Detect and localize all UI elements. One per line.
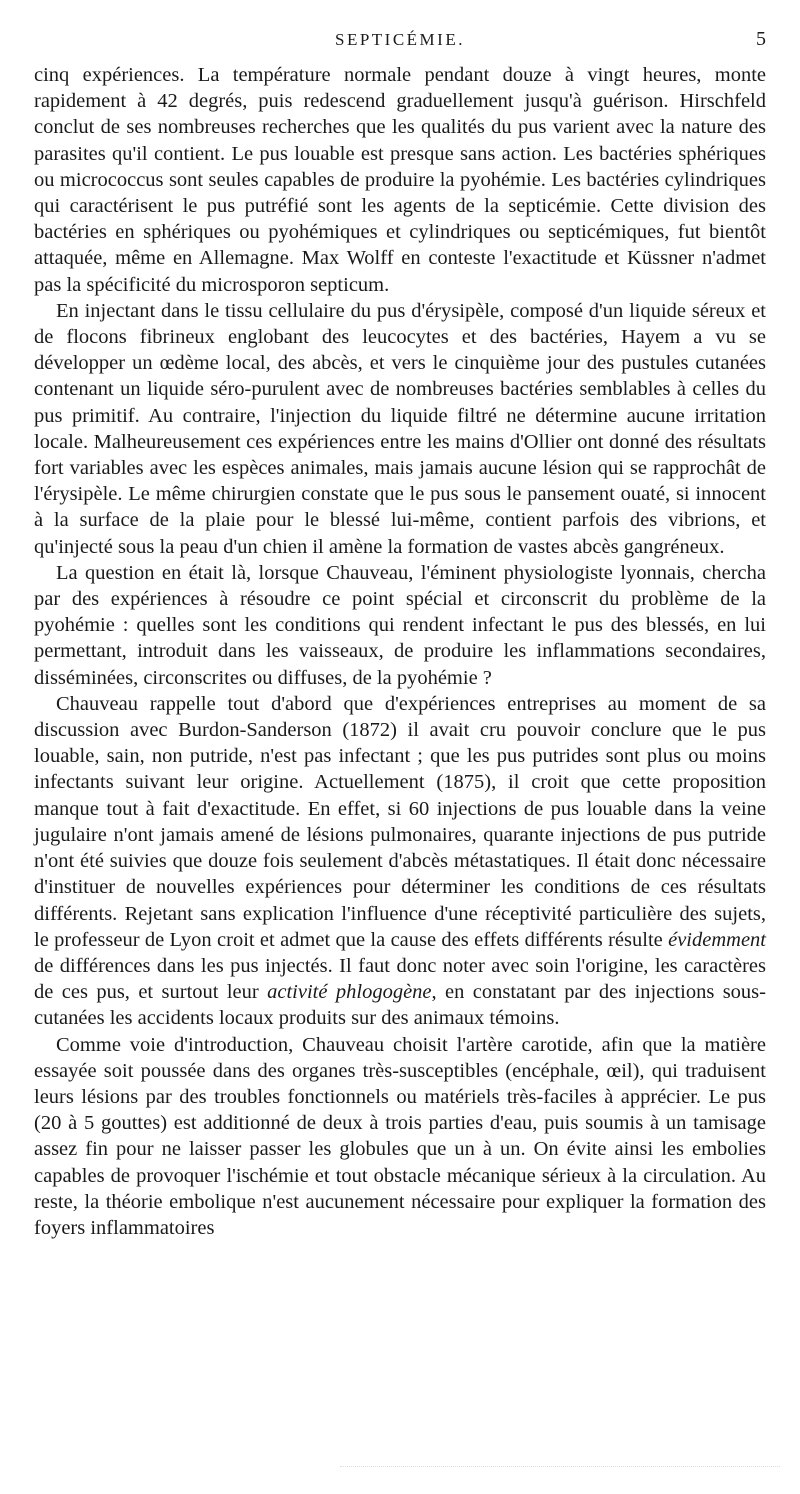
page-number: 5 — [756, 28, 766, 50]
paragraph-1 — [34, 62, 766, 298]
bleed-through-marks — [340, 1460, 780, 1467]
body-text — [34, 62, 766, 1241]
paragraph-text: Chauveau rappelle tout d'abord que d'expériences entreprises au moment de sa discussion avec Burdon-Sanderson (1872) il avait cru pouvoir conclure que le pus louable, sain, non putride, n'est pas infectant ; que les pus putrides sont plus ou moins infectants suivant leur origine. Actuellement (1875), il croit que cette proposition manque tout à fait d'exactitude. En effet, si 60 injections de pus louable dans la veine jugulaire n'ont jamais amené de lésions pulmonaires, quarante injections de pus putride n'ont été suivies que douze fois seulement d'abcès métastatiques. Il était donc nécessaire d'instituer de nouvelles expériences pour déterminer les conditions de ces résultats différents. Rejetant sans explication l'influence d'une réceptivité particulière des sujets, le professeur de Lyon croit et admet que la cause des effets différents résulte — [34, 692, 766, 951]
paragraph-3 — [34, 560, 766, 691]
italic-text: évidemment — [668, 928, 766, 951]
paragraph-text: En injectant dans le tissu cellulaire du pus d'érysipèle, composé d'un liquide séreux et de flocons fibrineux englobant des leucocytes et des bactéries, Hayem a vu se développer un œdème local, des abcès, et vers le cinquième jour des pustules cutanées contenant un liquide séro-purulent avec de nombreuses bactéries semblables à celles du pus primitif. Au contraire, l'injection du liquide filtré ne détermine aucune irritation locale. Malheureusement ces expériences entre les mains d'Ollier ont donné des résultats fort variables avec les espèces animales, mais jamais aucune lésion qui se rapprochât de l'érysipèle. Le même chirurgien constate que le pus sous le pansement ouaté, si innocent à la surface de la plaie pour le blessé lui-même, contient parfois des vibrions, et qu'injecté sous la peau d'un chien il amène la formation de vastes abcès gangréneux. — [34, 299, 766, 558]
document-page — [34, 26, 766, 1241]
paragraph-2 — [34, 298, 766, 560]
paragraph-4 — [34, 691, 766, 1032]
page-header — [34, 26, 766, 62]
paragraph-text: La question en était là, lorsque Chauveau, l'éminent physiologiste lyonnais, chercha par des expériences à résoudre ce point spécial et circonscrit du problème de la pyohémie : quelles sont les conditions qui rendent infectant le pus des blessés, en lui permettant, introduit dans les vaisseaux, de produire les inflammations secondaires, disséminées, circonscrites ou diffuses, de la pyohémie ? — [34, 561, 766, 689]
running-title: SEPTICÉMIE. — [335, 30, 465, 49]
paragraph-text: Comme voie d'introduction, Chauveau choisit l'artère carotide, afin que la matière essayée soit poussée dans des organes très-susceptibles (encéphale, œil), qui traduisent leurs lésions par des troubles fonctionnels ou matériels très-faciles à apprécier. Le pus (20 à 5 gouttes) est additionné de deux à trois parties d'eau, puis soumis à un tamisage assez fin pour ne laisser passer les globules que un à un. On évite ainsi les embolies capables de provoquer l'ischémie et tout obstacle mécanique sérieux à la circulation. Au reste, la théorie embolique n'est aucunement nécessaire pour expliquer la formation des foyers inflammatoires — [34, 1033, 766, 1239]
paragraph-5 — [34, 1032, 766, 1242]
paragraph-text: de différences dans les pus injectés. Il faut donc noter avec soin l'origine, les caractères de ces pus, et surtout leur — [34, 954, 766, 1004]
paragraph-text: cinq expériences. La température normale pendant douze à vingt heures, monte rapidement à 42 degrés, puis redescend graduellement jusqu'à guérison. Hirschfeld conclut de ses nombreuses recherches que les qualités du pus varient avec la nature des parasites qu'il contient. Le pus louable est presque sans action. Les bactéries sphériques ou micrococcus sont seules capables de produire la pyohémie. Les bactéries cylindriques qui caractérisent le pus putréfié sont les agents de la septicémie. Cette division des bactéries en sphériques ou pyohémiques et cylindriques ou septicémiques, fut bientôt attaquée, même en Allemagne. Max Wolff en conteste l'exactitude et Küssner n'admet pas la spécificité du microsporon septicum. — [34, 64, 766, 296]
italic-text: activité phlogogène — [267, 981, 432, 1004]
paragraph-text: , en constatant par des injections sous-cutanées les accidents locaux produits sur des animaux témoins. — [34, 981, 766, 1030]
